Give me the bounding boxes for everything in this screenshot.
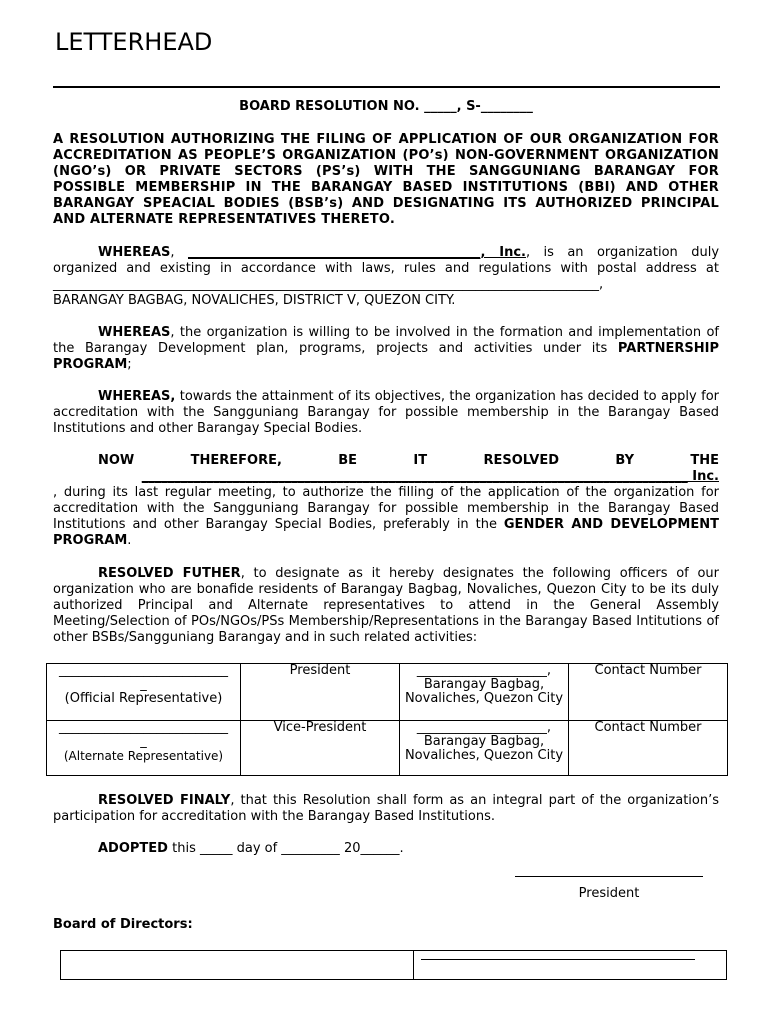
whereas-2-end: ; xyxy=(127,357,132,372)
alternate-representative-label: (Alternate Representative) xyxy=(63,749,224,763)
table-row xyxy=(47,664,728,721)
adopted-date-blanks: this _____ day of _________ 20______. xyxy=(167,841,404,856)
resolved-paragraph xyxy=(53,453,719,549)
address-text: Barangay Bagbag, Novaliches, Quezon City xyxy=(404,734,564,763)
resolution-title: BOARD RESOLUTION NO. _____, S-________ xyxy=(239,99,533,114)
whereas-1-text: , is an organization duly organized and existing in accordance with laws, rules and regulations with postal address at ____________________________________________________________________________________, xyxy=(53,245,720,292)
whereas-lead: WHEREAS xyxy=(98,245,171,260)
board-signature-line xyxy=(421,959,695,960)
resolved-further-paragraph xyxy=(53,566,719,646)
resolved-further-text: , to designate as it hereby designates the following officers of our organization who are bonafide residents of Barangay Bagbag, Novaliches, Quezon City to be its duly authorized Principal and Alternate representatives to attend in the General Assembly Meeting/Selection of POs/NGOs/PSs Membership/Representations in the Barangay Based Intitutions of other BSBs/Sangguniang Barangay and in such related activities: xyxy=(53,566,719,645)
alternate-rep-cell xyxy=(47,721,241,776)
whereas-2-text: , the organization is willing to be involved in the formation and implementation of the Barangay Development plan, programs, projects and activities under its xyxy=(53,325,719,356)
board-table xyxy=(60,950,727,980)
position-vice-president: Vice-President xyxy=(241,721,400,776)
contact-number: Contact Number xyxy=(569,721,728,776)
adopted-lead: ADOPTED xyxy=(98,841,168,856)
table-row xyxy=(61,951,727,980)
partnership-program: PARTNERSHIP PROGRAM xyxy=(53,341,719,372)
organization-name-blank-2: ____________________________________________________________________________________ Inc. xyxy=(141,469,719,484)
board-cell xyxy=(414,951,727,980)
whereas-lead: WHEREAS xyxy=(98,325,171,340)
resolved-end: . xyxy=(127,533,132,548)
postal-address: BARANGAY BAGBAG, NOVALICHES, DISTRICT V, QUEZON CITY. xyxy=(53,293,456,308)
adopted-line xyxy=(53,841,719,857)
letterhead: LETTERHEAD xyxy=(55,28,213,56)
name-blank: __________________________ xyxy=(59,663,228,678)
resolution-heading: A RESOLUTION AUTHORIZING THE FILING OF APPLICATION OF OUR ORGANIZATION FOR ACCREDITATION AS PEOPLE’S ORGANIZATION (PO’s) NON-GOVERNMENT ORGANIZATION (NGO’s) OR PRIVATE SECTORS (PS’s) WITH THE SANGGUNIANG BARANGAY FOR POSSIBLE MEMBERSHIP IN THE BARANGAY BASED INSTITUTIONS (BBI) AND OTHER BARANGAY SPEACIAL BODIES (BSB’s) AND DESIGNATING ITS AUTHORIZED PRINCIPAL AND ALTERNATE REPRESENTATIVES THERETO. xyxy=(53,132,719,227)
address-cell xyxy=(400,721,569,776)
name-blank: __________________________ xyxy=(59,720,228,735)
resolved-finally-text: , that this Resolution shall form as an integral part of the organization’s participation for accreditation with the Barangay Based Institutions. xyxy=(53,793,719,824)
resolved-further-lead: RESOLVED FUTHER xyxy=(98,566,241,581)
official-rep-cell xyxy=(47,664,241,721)
address-blank: ____________________, xyxy=(416,663,552,678)
position-president: President xyxy=(241,664,400,721)
whereas-lead: WHEREAS, xyxy=(98,389,176,404)
header-rule xyxy=(53,86,720,88)
whereas-paragraph-3 xyxy=(53,389,719,437)
address-blank: ____________________, xyxy=(416,720,552,735)
address-text: Barangay Bagbag, Novaliches, Quezon City xyxy=(404,677,564,706)
name-blank-tail: _ xyxy=(140,677,147,692)
address-cell xyxy=(400,664,569,721)
board-of-directors-label: Board of Directors: xyxy=(53,917,193,932)
president-signature-line xyxy=(515,876,703,877)
representatives-table xyxy=(46,663,728,776)
table-row xyxy=(47,721,728,776)
name-blank-tail: _ xyxy=(140,734,147,749)
whereas-paragraph-2 xyxy=(53,325,719,373)
official-representative-label: (Official Representative) xyxy=(64,691,223,706)
gender-development-program: GENDER AND DEVELOPMENT PROGRAM xyxy=(53,517,719,548)
board-cell xyxy=(61,951,414,980)
contact-number: Contact Number xyxy=(569,664,728,721)
resolved-finally-paragraph xyxy=(53,793,719,825)
organization-name-blank: _____________________________________________, Inc. xyxy=(187,245,526,260)
whereas-3-text: towards the attainment of its objectives, the organization has decided to apply for accreditation with the Sangguniang Barangay for possible membership in the Barangay Based Institutions and other Barangay Special Bodies. xyxy=(53,389,719,436)
resolved-text: , during its last regular meeting, to authorize the filling of the application of the organization for accreditation with the Sangguniang Barangay for possible membership in the Barangay Based Institutions and other Barangay Special Bodies, preferably in the xyxy=(53,485,719,532)
resolved-lead: NOW THEREFORE, BE IT RESOLVED BY THE xyxy=(98,453,719,468)
president-label: President xyxy=(578,886,640,901)
whereas-paragraph-1: WHEREAS, _____________________________________________, Inc., is an organization duly organized and existing in accordance with laws, rules and regulations with postal address at ____________________________________________________________________________________, BARANGAY BAGBAG, NOVALICHES, DISTRICT V, QUEZON CITY. xyxy=(53,245,720,308)
resolved-finally-lead: RESOLVED FINALY xyxy=(98,793,231,808)
